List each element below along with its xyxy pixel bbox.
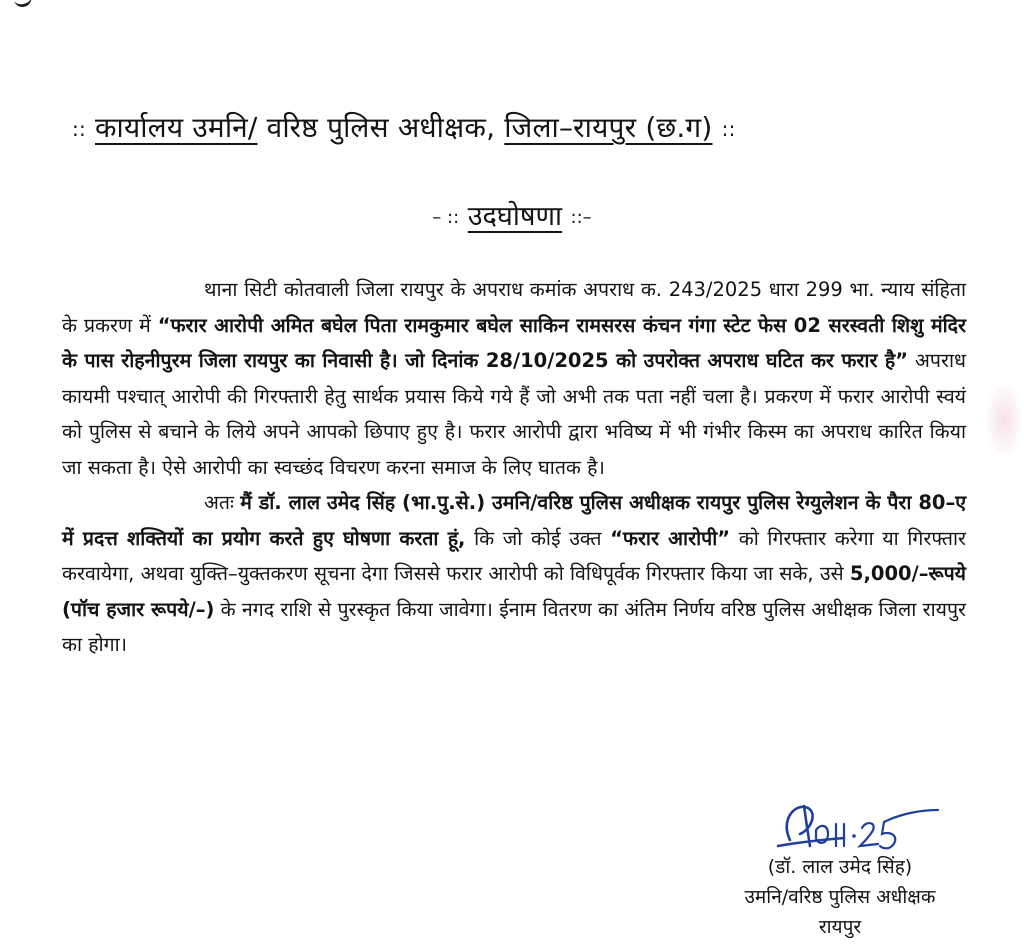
header-district: जिला–रायपुर (छ.ग) <box>504 111 713 144</box>
title-word: उदघोषणा <box>467 201 562 232</box>
signatory-designation: उमनि/वरिष्ठ पुलिस अधीक्षक <box>744 886 936 908</box>
p2-text3: के नगद राशि से पुरस्कृत किया जावेगा। ईनाम वितरण का अंतिम निर्णय वरिष्ठ पुलिस अधीक्षक जिला रायपुर का होगा। <box>62 597 967 656</box>
proclamation-title <box>0 196 1024 233</box>
signatory-place: रायपुर <box>818 916 862 938</box>
p1-accused-details: “फरार आरोपी अमित बघेल पिता रामकुमार बघेल साकिन रामसरस कंचन गंगा स्टेट फेस 02 सरस्वती शिशु मंदिर के पास रोहनीपुरम जिला रायपुर का निवासी है। जो दिनांक 28/10/2025 को उपरोक्त अपराध घटित कर फरार है” <box>62 313 966 372</box>
scan-corner-mark <box>13 0 33 9</box>
signature-scribble-icon <box>760 800 960 856</box>
header-title: वरिष्ठ पुलिस अधीक्षक, <box>266 111 496 144</box>
paragraph-case-details <box>62 272 966 485</box>
header-suffix: :: <box>721 117 736 141</box>
title-right-deco: ::– <box>570 207 592 228</box>
header-office: कार्यालय उमनि/ <box>95 111 258 144</box>
p2-accused-label: “फरार आरोपी” <box>610 526 731 550</box>
p2-reward-amount: 5,000/–रूपये (पॉच हजार रूपये/–) <box>62 562 966 621</box>
handwritten-signature <box>760 800 960 852</box>
p2-text2: को गिरफ्तार करेगा या गिरफ्तार करवायेगा, अथवा युक्ति–युक्तकरण सूचना देगा जिससे फरार आरोपी को विधिपूर्वक गिरफ्तार किया जा सके, उसे <box>62 526 966 585</box>
p2-text1: कि जो कोई उक्त <box>465 526 611 550</box>
office-header <box>72 108 972 146</box>
signatory-name: (डॉ. लाल उमेद सिंह) <box>767 856 913 878</box>
signature-block <box>700 800 980 942</box>
p2-intro: अतः <box>204 491 241 514</box>
p1-rest: अपराध कायमी पश्चात् आरोपी की गिरफ्तारी हेतु सार्थक प्रयास किये गये हैं जो अभी तक पता नहीं चला है। प्रकरण में फरार आरोपी स्वयं को पुलिस से बचाने के लिये अपने आपको छिपाए हुए है। फरार आरोपी द्वारा भविष्य में भी गंभीर किस्म का अपराध कारित किया जा सकता है। ऐसे आरोपी का स्वच्छंद विचरण करना समाज के लिए घातक है। <box>62 349 966 479</box>
proclamation-body <box>62 272 966 663</box>
paper-smudge <box>984 380 1024 460</box>
p1-intro: थाना सिटी कोतवाली जिला रायपुर के अपराध कमांक अपराध क. 243/2025 धारा 299 भा. न्याय संहिता के प्रकरण में <box>62 278 966 337</box>
p2-declarant: मैं डॉ. लाल उमेद सिंह (भा.पु.से.) उमनि/वरिष्ठ पुलिस अधीक्षक रायपुर पुलिस रेग्युलेशन के पैरा 80–ए में प्रदत्त शक्तियों का प्रयोग करते हुए घोषणा करता हूं, <box>62 491 966 550</box>
header-prefix: :: <box>72 117 86 141</box>
paragraph-reward-declaration <box>62 485 966 663</box>
title-left-deco: – :: <box>432 207 460 228</box>
